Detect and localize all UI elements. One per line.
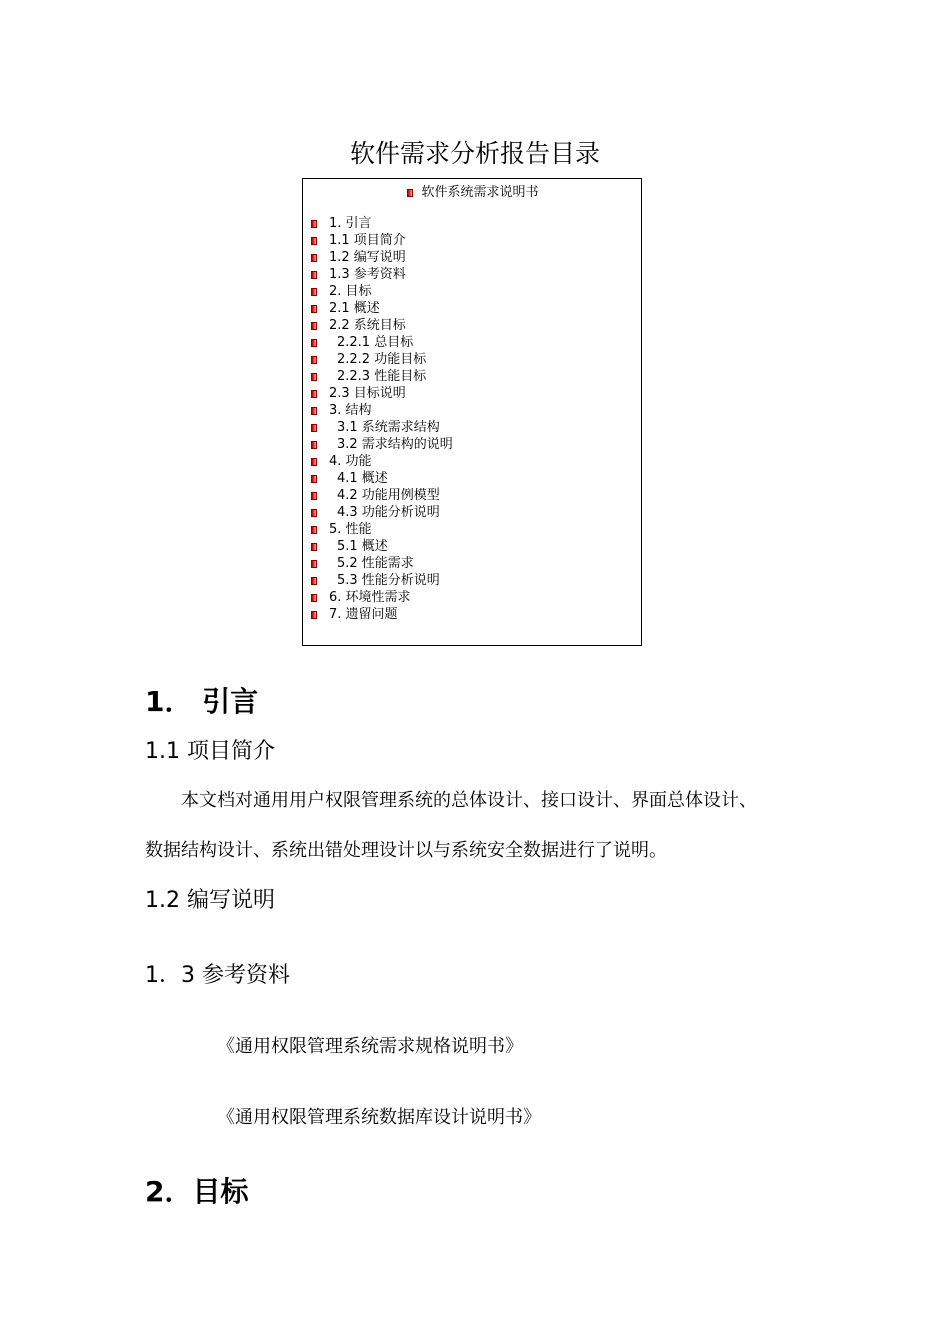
toc-item-label: 2.2 系统目标 <box>329 318 406 333</box>
toc-item[interactable] <box>311 385 453 402</box>
toc-item[interactable] <box>311 249 453 266</box>
section-1-1-paragraph-line-1: 本文档对通用用户权限管理系统的总体设计、接口设计、界面总体设计、 <box>181 790 757 811</box>
section-2-heading: 2．目标 <box>145 1175 249 1208</box>
toc-item[interactable] <box>311 487 453 504</box>
bullet-icon <box>311 475 317 483</box>
section-1-1-paragraph-line-2: 数据结构设计、系统出错处理设计以与系统安全数据进行了说明。 <box>145 840 667 861</box>
toc-item-label: 4.3 功能分析说明 <box>337 505 440 520</box>
section-1-2-heading: 1.2 编写说明 <box>145 888 275 913</box>
toc-item[interactable] <box>311 555 453 572</box>
toc-item-label: 2.2.2 功能目标 <box>337 352 427 367</box>
toc-item-label: 3.1 系统需求结构 <box>337 420 440 435</box>
bullet-icon <box>311 288 317 296</box>
toc-item[interactable] <box>311 317 453 334</box>
bullet-icon <box>311 305 317 313</box>
bullet-icon <box>311 237 317 245</box>
bullet-icon <box>311 339 317 347</box>
toc-item[interactable] <box>311 368 453 385</box>
section-1-1-heading: 1.1 项目简介 <box>145 739 275 764</box>
toc-box <box>302 178 642 646</box>
toc-item-label: 3.2 需求结构的说明 <box>337 437 453 452</box>
toc-item-label: 5.3 性能分析说明 <box>337 573 440 588</box>
toc-item-label: 7. 遗留问题 <box>329 607 398 622</box>
bullet-icon <box>311 356 317 364</box>
toc-item-label: 1.3 参考资料 <box>329 267 406 282</box>
toc-header[interactable] <box>303 181 643 200</box>
toc-item-label: 4.1 概述 <box>337 471 388 486</box>
toc-item[interactable] <box>311 589 453 606</box>
bullet-icon <box>311 373 317 381</box>
toc-item-label: 1.2 编写说明 <box>329 250 406 265</box>
toc-item[interactable] <box>311 266 453 283</box>
bullet-icon <box>311 458 317 466</box>
bullet-icon <box>311 577 317 585</box>
toc-item-label: 5. 性能 <box>329 522 372 537</box>
toc-item[interactable] <box>311 232 453 249</box>
toc-list <box>311 215 453 623</box>
reference-2: 《通用权限管理系统数据库设计说明书》 <box>217 1107 541 1128</box>
toc-item[interactable] <box>311 402 453 419</box>
toc-item-label: 1. 引言 <box>329 216 372 231</box>
toc-item-label: 4.2 功能用例模型 <box>337 488 440 503</box>
bullet-icon <box>311 424 317 432</box>
toc-item[interactable] <box>311 606 453 623</box>
bullet-icon <box>407 189 413 197</box>
bullet-icon <box>311 560 317 568</box>
bullet-icon <box>311 407 317 415</box>
bullet-icon <box>311 526 317 534</box>
toc-item[interactable] <box>311 470 453 487</box>
toc-item-label: 2.1 概述 <box>329 301 380 316</box>
document-title: 软件需求分析报告目录 <box>349 139 600 168</box>
bullet-icon <box>311 220 317 228</box>
toc-item[interactable] <box>311 436 453 453</box>
toc-item[interactable] <box>311 572 453 589</box>
toc-item[interactable] <box>311 419 453 436</box>
toc-item[interactable] <box>311 351 453 368</box>
toc-item-label: 2.2.3 性能目标 <box>337 369 427 384</box>
toc-item[interactable] <box>311 300 453 317</box>
toc-item-label: 2. 目标 <box>329 284 372 299</box>
toc-item[interactable] <box>311 504 453 521</box>
toc-item[interactable] <box>311 283 453 300</box>
toc-item[interactable] <box>311 215 453 232</box>
toc-header-label: 软件系统需求说明书 <box>421 185 539 200</box>
section-1-heading: 1． 引言 <box>145 685 259 718</box>
bullet-icon <box>311 611 317 619</box>
bullet-icon <box>311 390 317 398</box>
toc-item[interactable] <box>311 453 453 470</box>
toc-item-label: 2.2.1 总目标 <box>337 335 414 350</box>
toc-item[interactable] <box>311 334 453 351</box>
toc-item-label: 3. 结构 <box>329 403 372 418</box>
toc-item-label: 6. 环境性需求 <box>329 590 411 605</box>
bullet-icon <box>311 322 317 330</box>
bullet-icon <box>311 441 317 449</box>
bullet-icon <box>311 543 317 551</box>
bullet-icon <box>311 492 317 500</box>
reference-1: 《通用权限管理系统需求规格说明书》 <box>217 1036 523 1057</box>
bullet-icon <box>311 254 317 262</box>
toc-item-label: 1.1 项目简介 <box>329 233 406 248</box>
toc-item-label: 2.3 目标说明 <box>329 386 406 401</box>
toc-item[interactable] <box>311 538 453 555</box>
bullet-icon <box>311 594 317 602</box>
toc-item-label: 4. 功能 <box>329 454 372 469</box>
section-1-3-heading: 1．3 参考资料 <box>145 963 290 988</box>
toc-item[interactable] <box>311 521 453 538</box>
toc-item-label: 5.1 概述 <box>337 539 388 554</box>
toc-item-label: 5.2 性能需求 <box>337 556 414 571</box>
bullet-icon <box>311 271 317 279</box>
bullet-icon <box>311 509 317 517</box>
